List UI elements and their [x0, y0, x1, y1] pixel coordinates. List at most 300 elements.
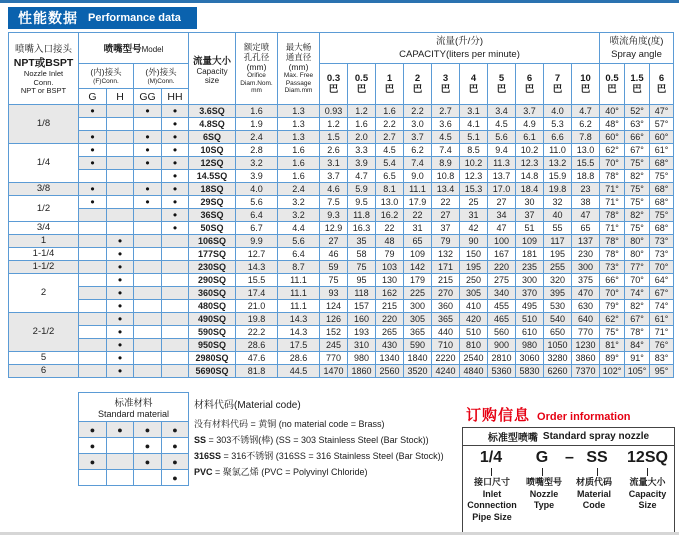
flow-cell: 365 [432, 313, 460, 326]
flow-cell: 9.4 [488, 144, 516, 157]
angle-cell: 71° [600, 222, 625, 235]
flow-cell: 7.4 [404, 157, 432, 170]
bar-unit: 巴 [468, 84, 479, 95]
spray-angle-header-zh: 喷流角度(度) [609, 36, 664, 47]
passage-cell: 5.6 [278, 235, 320, 248]
model-dot-cell [79, 326, 107, 339]
order-code-text: 12SQ [627, 449, 668, 466]
orifice-header-line: Orifice [247, 72, 266, 80]
passage-cell: 11.1 [278, 274, 320, 287]
pressure-value: 2 [414, 73, 421, 84]
inlet-header-line: 喷嘴入口接头 [14, 44, 72, 56]
model-dot-cell [134, 118, 162, 131]
flow-cell: 770 [572, 326, 600, 339]
angle-cell: 64° [650, 274, 674, 287]
order-code-part [621, 449, 674, 476]
flow-cell: 27 [320, 235, 348, 248]
flow-cell: 220 [488, 261, 516, 274]
model-dot-cell [107, 144, 134, 157]
flow-cell: 17.0 [488, 183, 516, 196]
pressure-header [404, 64, 432, 105]
flow-cell: 79 [376, 248, 404, 261]
order-label-line: Code [582, 500, 606, 510]
flow-cell: 3060 [516, 352, 544, 365]
angle-cell: 75° [625, 183, 650, 196]
table-row [9, 339, 674, 352]
table-row [9, 248, 674, 261]
performance-table [8, 32, 674, 378]
passage-header-line: 最大畅 [285, 42, 312, 53]
order-code-row [463, 449, 674, 476]
flow-cell: 6.6 [544, 131, 572, 144]
angle-cell: 77° [625, 261, 650, 274]
flow-cell: 31 [404, 222, 432, 235]
flow-cell: 19.8 [544, 183, 572, 196]
flow-cell: 13.0 [572, 144, 600, 157]
capacity-size-zh: 流量大小 [192, 55, 231, 67]
order-box-header-en: Standard spray nozzle [542, 431, 650, 442]
model-dot-cell: ● [107, 313, 134, 326]
angle-cell: 75° [625, 222, 650, 235]
flow-cell: 1.2 [320, 118, 348, 131]
bar-unit: 巴 [356, 84, 367, 95]
model-header-zh: 喷嘴型号 [103, 44, 142, 55]
material-dot-cell: ● [79, 454, 107, 470]
flow-cell: 7.8 [572, 131, 600, 144]
table-row [9, 183, 674, 196]
model-dot-cell [107, 209, 134, 222]
orifice-header-line: 额定喷 [243, 42, 270, 53]
flow-cell: 215 [432, 274, 460, 287]
passage-cell: 8.7 [278, 261, 320, 274]
flow-cell: 8.1 [376, 183, 404, 196]
flow-cell: 3.7 [320, 170, 348, 183]
flow-cell: 16.3 [348, 222, 376, 235]
passage-cell: 28.6 [278, 352, 320, 365]
flow-cell: 980 [348, 352, 376, 365]
flow-cell: 65 [572, 222, 600, 235]
flow-cell: 1340 [376, 352, 404, 365]
flow-cell: 2.0 [348, 131, 376, 144]
size-cell: 106SQ [189, 235, 236, 248]
flow-cell: 3280 [544, 352, 572, 365]
model-dot-cell [107, 118, 134, 131]
flow-cell: 6260 [544, 365, 572, 378]
flow-cell: 9.0 [404, 170, 432, 183]
flow-cell: 370 [516, 287, 544, 300]
angle-cell: 68° [650, 157, 674, 170]
flow-cell: 255 [544, 261, 572, 274]
material-row [79, 438, 189, 454]
flow-cell: 1.5 [320, 131, 348, 144]
flow-cell: 4240 [432, 365, 460, 378]
flow-cell: 195 [544, 248, 572, 261]
material-row [79, 422, 189, 438]
male-conn-en: (M)Conn. [147, 77, 175, 85]
flow-cell: 590 [404, 339, 432, 352]
angle-cell: 63° [625, 118, 650, 131]
flow-cell: 4.0 [544, 105, 572, 118]
flow-cell: 3.6 [432, 118, 460, 131]
model-dot-cell: ● [134, 105, 162, 118]
flow-cell: 4.5 [432, 131, 460, 144]
flow-cell: 1230 [572, 339, 600, 352]
bar-unit: 巴 [607, 84, 617, 95]
order-code-part [519, 449, 565, 476]
order-box [462, 427, 675, 533]
pressure-value: 4 [470, 73, 477, 84]
flow-cell: 4.5 [376, 144, 404, 157]
flow-cell: 455 [488, 300, 516, 313]
material-header [79, 393, 189, 422]
angle-cell: 80° [625, 248, 650, 261]
model-dot-cell [134, 300, 162, 313]
flow-cell: 2.7 [432, 105, 460, 118]
capacity-size-en: Capacity size [196, 66, 228, 85]
order-label-line: Type [533, 500, 555, 510]
table-row [9, 105, 674, 118]
size-cell: 360SQ [189, 287, 236, 300]
flow-cell: 27 [488, 196, 516, 209]
passage-header [278, 33, 320, 105]
order-label-line: Nozzle [529, 488, 559, 499]
flow-cell: 300 [404, 300, 432, 313]
angle-cell: 60° [600, 131, 625, 144]
model-dot-cell: ● [79, 105, 107, 118]
model-dot-cell [107, 183, 134, 196]
angle-cell: 79° [600, 300, 625, 313]
flow-cell: 980 [516, 339, 544, 352]
flow-cell: 75 [320, 274, 348, 287]
material-dot-cell [134, 470, 162, 486]
material-header-zh: 标准材料 [114, 398, 153, 409]
flow-cell: 470 [572, 287, 600, 300]
flow-cell: 710 [432, 339, 460, 352]
orifice-header [236, 33, 278, 105]
model-dot-cell [134, 365, 162, 378]
material-dot-cell [79, 470, 107, 486]
flow-cell: 40 [544, 209, 572, 222]
flow-cell: 7370 [572, 365, 600, 378]
male-conn-zh: (外)接头 [145, 66, 177, 77]
model-dot-cell: ● [79, 131, 107, 144]
flow-cell: 137 [572, 235, 600, 248]
flow-cell: 11.3 [488, 157, 516, 170]
flow-cell: 9.5 [348, 196, 376, 209]
spray-pressure-header [650, 64, 674, 105]
material-header-row [79, 393, 189, 422]
pressure-header [460, 64, 488, 105]
passage-cell: 17.5 [278, 339, 320, 352]
flow-cell: 510 [460, 326, 488, 339]
model-dot-cell [134, 274, 162, 287]
table-row [9, 144, 674, 157]
flow-cell: 167 [488, 248, 516, 261]
model-dot-cell [107, 222, 134, 235]
flow-cell: 13.0 [376, 196, 404, 209]
flow-cell: 395 [544, 287, 572, 300]
inlet-header-line: NPT or BSPT [20, 86, 67, 96]
angle-cell: 73° [600, 261, 625, 274]
table-head [9, 33, 674, 105]
flow-cell: 1050 [544, 339, 572, 352]
orifice-cell: 9.9 [236, 235, 278, 248]
pressure-value: 7 [554, 73, 561, 84]
material-code-line [194, 451, 466, 462]
passage-cell: 14.3 [278, 313, 320, 326]
model-dot-cell [134, 326, 162, 339]
angle-cell: 75° [625, 196, 650, 209]
passage-cell: 3.2 [278, 209, 320, 222]
inlet-cell: 2-1/2 [9, 313, 79, 352]
flow-cell: 126 [320, 313, 348, 326]
model-dot-cell [134, 313, 162, 326]
flow-cell: 15.3 [460, 183, 488, 196]
flow-cell: 7.4 [432, 144, 460, 157]
inlet-header-line: Conn. [33, 77, 54, 87]
flow-cell: 27 [432, 209, 460, 222]
angle-cell: 75° [625, 157, 650, 170]
size-cell: 10SQ [189, 144, 236, 157]
order-box-header-zh: 标准型喷嘴 [487, 433, 538, 444]
flow-cell: 13.7 [488, 170, 516, 183]
model-dot-cell [162, 287, 189, 300]
model-dot-cell [107, 170, 134, 183]
flow-cell: 245 [320, 339, 348, 352]
model-dot-cell: ● [162, 105, 189, 118]
passage-cell: 1.6 [278, 170, 320, 183]
model-dot-cell [134, 352, 162, 365]
female-conn-zh: (内)接头 [90, 66, 122, 77]
orifice-cell: 2.8 [236, 144, 278, 157]
flow-cell: 8.9 [432, 157, 460, 170]
model-dot-cell [79, 118, 107, 131]
passage-cell: 1.3 [278, 105, 320, 118]
table-row [9, 235, 674, 248]
flow-cell: 215 [376, 300, 404, 313]
angle-cell: 78° [600, 209, 625, 222]
model-dot-cell [79, 222, 107, 235]
flow-cell: 8.5 [460, 144, 488, 157]
material-row [79, 454, 189, 470]
orifice-cell: 1.9 [236, 118, 278, 131]
flow-cell: 320 [544, 274, 572, 287]
order-code-text: SS [586, 449, 608, 466]
order-info-title-zh: 订购信息 [466, 407, 531, 424]
model-header [79, 33, 189, 64]
spray-pressure-header [600, 64, 625, 105]
passage-cell: 1.3 [278, 131, 320, 144]
order-box-header [463, 428, 674, 446]
table-row [9, 157, 674, 170]
angle-cell: 78° [600, 235, 625, 248]
material-dot-cell: ● [79, 422, 107, 438]
passage-cell: 11.1 [278, 287, 320, 300]
flow-cell: 3.4 [488, 105, 516, 118]
angle-cell: 82° [625, 209, 650, 222]
order-label-line: Pipe Size [472, 511, 512, 522]
passage-header-line: 通直径 [285, 52, 312, 63]
inlet-cell: 3/4 [9, 222, 79, 235]
angle-cell: 78° [600, 248, 625, 261]
capacity-header-en: CAPACITY(liters per minute) [399, 49, 520, 60]
model-dot-cell: ● [162, 157, 189, 170]
flow-cell: 15.9 [544, 170, 572, 183]
model-header-en: Model [141, 45, 164, 54]
model-dot-cell: ● [107, 300, 134, 313]
order-dash-text: – [565, 449, 574, 466]
material-header-en: Standard material [98, 409, 170, 419]
flow-cell: 32 [544, 196, 572, 209]
material-dot-cell: ● [162, 470, 189, 486]
flow-cell: 132 [432, 248, 460, 261]
passage-header-line: Max. Free [283, 72, 314, 80]
flow-cell: 95 [348, 274, 376, 287]
model-dot-cell [79, 339, 107, 352]
model-dot-cell: ● [107, 274, 134, 287]
material-dot-cell: ● [107, 422, 134, 438]
orifice-cell: 22.2 [236, 326, 278, 339]
pressure-header [348, 64, 376, 105]
order-label-line: 喷嘴型号 [525, 477, 562, 487]
order-label-line: Size [638, 500, 657, 510]
orifice-header-line: mm [251, 87, 262, 95]
flow-cell: 6.5 [376, 170, 404, 183]
model-dot-cell [162, 339, 189, 352]
flow-cell: 1470 [320, 365, 348, 378]
flow-cell: 270 [432, 287, 460, 300]
bar-unit: 巴 [412, 84, 423, 95]
flow-cell: 14.8 [516, 170, 544, 183]
flow-cell: 55 [544, 222, 572, 235]
table-row [9, 261, 674, 274]
model-dot-cell [134, 248, 162, 261]
flow-cell: 430 [376, 339, 404, 352]
passage-cell: 1.6 [278, 157, 320, 170]
model-dot-cell [79, 313, 107, 326]
angle-cell: 78° [600, 170, 625, 183]
flow-cell: 6.2 [404, 144, 432, 157]
flow-cell: 5.1 [460, 131, 488, 144]
pressure-header [572, 64, 600, 105]
table-row [9, 365, 674, 378]
model-dot-cell [79, 209, 107, 222]
flow-cell: 640 [572, 313, 600, 326]
flow-cell: 7.5 [320, 196, 348, 209]
table-row [9, 118, 674, 131]
flow-cell: 5.3 [544, 118, 572, 131]
flow-cell: 610 [516, 326, 544, 339]
passage-header-line: Passage [285, 79, 312, 87]
model-dot-cell: ● [162, 170, 189, 183]
flow-cell: 510 [516, 313, 544, 326]
angle-cell: 71° [650, 326, 674, 339]
flow-cell: 15.5 [572, 157, 600, 170]
size-cell: 14.5SQ [189, 170, 236, 183]
inlet-header-line: Nozzle Inlet [23, 69, 64, 79]
angle-cell: 105° [625, 365, 650, 378]
inlet-cell: 1-1/2 [9, 261, 79, 274]
flow-cell: 48 [376, 235, 404, 248]
flow-cell: 118 [348, 287, 376, 300]
model-dot-cell [107, 157, 134, 170]
material-table-body [79, 422, 189, 486]
flow-cell: 142 [404, 261, 432, 274]
inlet-cell: 1 [9, 235, 79, 248]
material-dot-cell: ● [134, 438, 162, 454]
material-dot-cell: ● [162, 422, 189, 438]
inlet-cell: 1-1/4 [9, 248, 79, 261]
flow-cell: 360 [432, 300, 460, 313]
flow-cell: 495 [516, 300, 544, 313]
model-dot-cell: ● [134, 144, 162, 157]
flow-cell: 22 [432, 196, 460, 209]
angle-cell: 61° [650, 144, 674, 157]
material-table [78, 392, 189, 486]
size-cell: 36SQ [189, 209, 236, 222]
passage-cell: 44.5 [278, 365, 320, 378]
pressure-value: 3 [442, 73, 449, 84]
material-code-prefix: 316SS [194, 451, 222, 461]
table-row [9, 222, 674, 235]
order-label [521, 477, 567, 523]
model-col-header: H [107, 89, 134, 105]
flow-cell: 12.3 [460, 170, 488, 183]
order-label-line: 接口尺寸 [473, 477, 510, 487]
model-dot-cell: ● [107, 365, 134, 378]
angle-cell: 52° [625, 105, 650, 118]
size-cell: 18SQ [189, 183, 236, 196]
table-row [9, 170, 674, 183]
passage-cell: 1.3 [278, 118, 320, 131]
order-label [567, 477, 621, 523]
page-title [8, 7, 197, 29]
model-dot-cell: ● [134, 183, 162, 196]
flow-cell: 51 [516, 222, 544, 235]
angle-cell: 70° [600, 157, 625, 170]
order-tick-line [597, 468, 598, 476]
flow-cell: 410 [460, 300, 488, 313]
model-dot-cell: ● [107, 261, 134, 274]
flow-cell: 250 [460, 274, 488, 287]
orifice-cell: 3.2 [236, 157, 278, 170]
angle-cell: 71° [600, 196, 625, 209]
angle-cell: 82° [625, 300, 650, 313]
passage-cell: 14.3 [278, 326, 320, 339]
model-dot-cell [162, 300, 189, 313]
model-dot-cell [107, 105, 134, 118]
orifice-header-line: (mm) [246, 62, 267, 73]
orifice-cell: 6.4 [236, 209, 278, 222]
flow-cell: 152 [320, 326, 348, 339]
model-dot-cell [107, 131, 134, 144]
size-cell: 290SQ [189, 274, 236, 287]
order-tick-line [542, 468, 543, 476]
flow-cell: 4.6 [320, 183, 348, 196]
flow-cell: 305 [404, 313, 432, 326]
flow-cell: 305 [460, 287, 488, 300]
inlet-cell: 2 [9, 274, 79, 313]
size-cell: 480SQ [189, 300, 236, 313]
angle-cell: 62° [600, 144, 625, 157]
spray-pressure-value: 0.5 [605, 73, 619, 84]
angle-cell: 75° [600, 326, 625, 339]
flow-cell: 18.4 [516, 183, 544, 196]
flow-cell: 365 [404, 326, 432, 339]
flow-cell: 12.3 [516, 157, 544, 170]
inlet-cell: 5 [9, 352, 79, 365]
flow-cell: 2.2 [376, 118, 404, 131]
